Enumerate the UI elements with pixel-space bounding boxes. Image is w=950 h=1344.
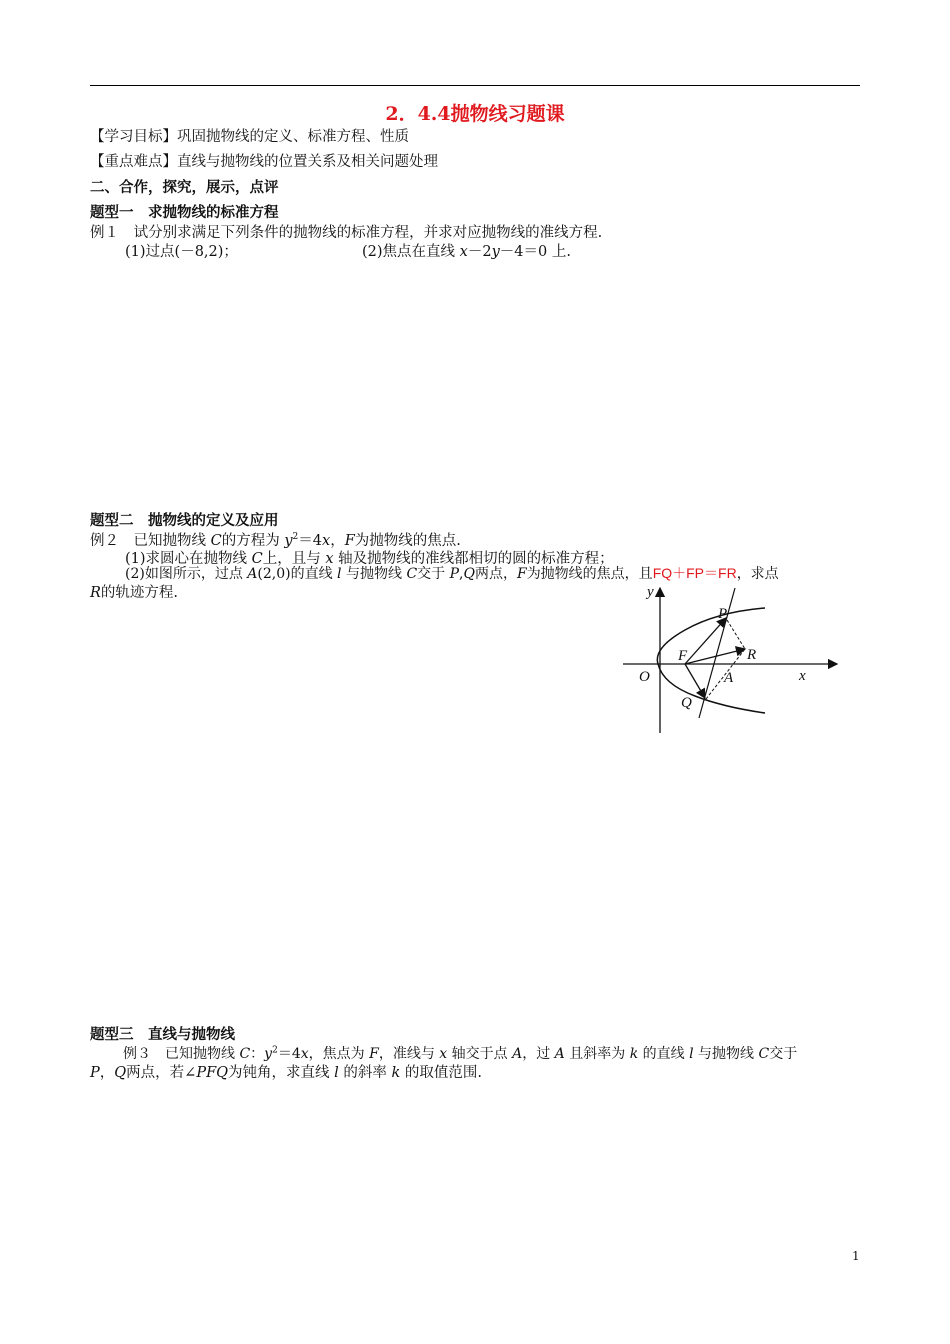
example1 [90,221,602,242]
page-title: 2．4.4抛物线习题课 [385,103,565,125]
type1-heading: 题型一 求抛物线的标准方程 [90,204,279,221]
type3-heading: 题型三 直线与抛物线 [90,1026,235,1043]
label-q: Q [681,695,692,711]
example1-sub2: (2)焦点在直线 x－2y－4＝0 上. [362,244,571,260]
label-a: A [724,670,734,686]
key-points: 【重点难点】直线与抛物线的位置关系及相关问题处理 [90,154,438,170]
part-two-heading: 二、合作，探究，展示，点评 [90,179,279,196]
label-y: y [647,584,654,600]
label-f: F [678,648,688,664]
example2-q1: (1)求圆心在抛物线 C上，且与 x 轴及抛物线的准线都相切的圆的标准方程； [125,551,614,567]
example1-sub1: (1)过点(－8,2)； [125,244,238,260]
example2-stem: 例２ 已知抛物线 C的方程为 $y^2=4x$，F为抛物线的焦点. [90,532,461,549]
type2-heading: 题型二 抛物线的定义及应用 [90,512,279,529]
dashed-pr [727,620,745,649]
example2-q2: (2)如图所示，过点 A(2,0)的直线 l 与抛物线 C交于 P,Q两点，F为抛物线的焦点，且FQ＋FP＝FR，求点 [125,565,779,582]
label-p: P [718,606,728,622]
learning-objective: 【学习目标】巩固抛物线的定义、标准方程、性质 [90,129,409,145]
example1-label: 例１ [90,225,119,241]
example1-text: 试分别求满足下列条件的抛物线的标准方程，并求对应抛物线的准线方程. [133,225,603,241]
label-o: O [639,669,650,685]
example3-line2: P，Q两点，若∠PFQ为钝角，求直线 l 的斜率 k 的取值范围. [90,1065,483,1081]
label-x: x [799,668,806,684]
label-r: R [747,647,757,663]
page-number: 1 [852,1249,860,1263]
parabola-figure [615,580,845,740]
example3-line1: 例３ 已知抛物线 C：$y^2=4x$，焦点为 F，准线与 x 轴交于点 A，过 A 且斜率为 k 的直线 l 与抛物线 C交于 [123,1045,798,1062]
example2-q2-cont: R的轨迹方程. [90,585,179,601]
vector-equation: FQ＋FP＝FR [652,565,737,581]
header-rule [90,85,860,86]
